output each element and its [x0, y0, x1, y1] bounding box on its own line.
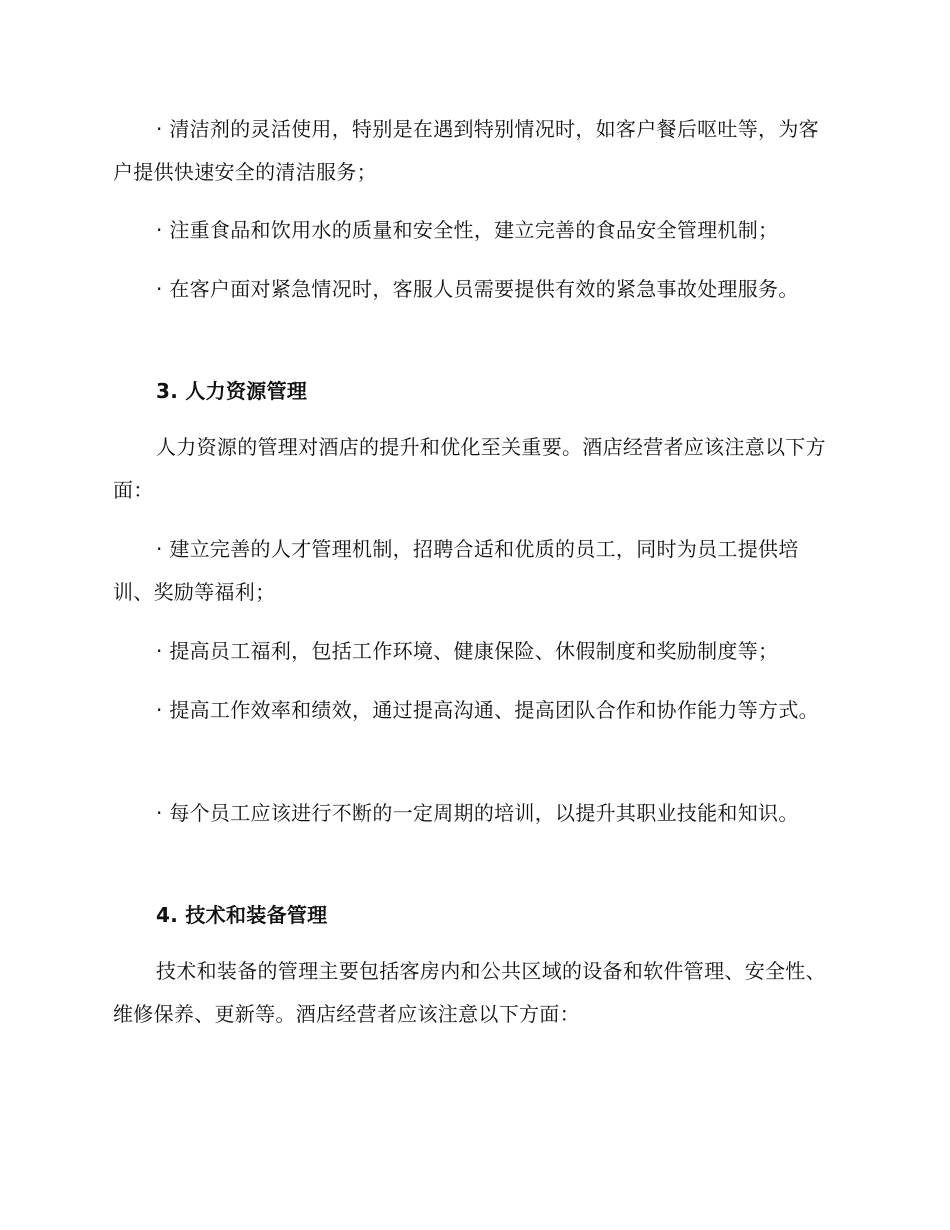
bullet-employee-welfare: · 提高员工福利，包括工作环境、健康保险、休假制度和奖励制度等；: [156, 639, 779, 663]
section-4-heading: 4. 技术和装备管理: [156, 903, 328, 927]
bullet-food-safety: · 注重食品和饮用水的质量和安全性，建立完善的食品安全管理机制；: [156, 218, 779, 242]
bullet-talent-mechanism: · 建立完善的人才管理机制，招聘合适和优质的员工，同时为员工提供培训、奖励等福利；: [113, 537, 799, 604]
bullet-training: · 每个员工应该进行不断的一定周期的培训，以提升其职业技能和知识。: [156, 801, 799, 825]
bullet-efficiency: · 提高工作效率和绩效，通过提高沟通、提高团队合作和协作能力等方式。: [156, 698, 819, 722]
section-3-heading: 3. 人力资源管理: [156, 379, 308, 403]
bullet-cleaning: · 清洁剂的灵活使用，特别是在遇到特别情况时，如客户餐后呕吐等，为客户提供快速安全的清洁服务；: [113, 117, 819, 184]
section-4-intro: 技术和装备的管理主要包括客房内和公共区域的设备和软件管理、安全性、维修保养、更新等。酒店经营者应该注意以下方面：: [113, 959, 826, 1026]
bullet-emergency: · 在客户面对紧急情况时，客服人员需要提供有效的紧急事故处理服务。: [156, 277, 799, 301]
section-3-intro: 人力资源的管理对酒店的提升和优化至关重要。酒店经营者应该注意以下方面：: [113, 435, 826, 502]
